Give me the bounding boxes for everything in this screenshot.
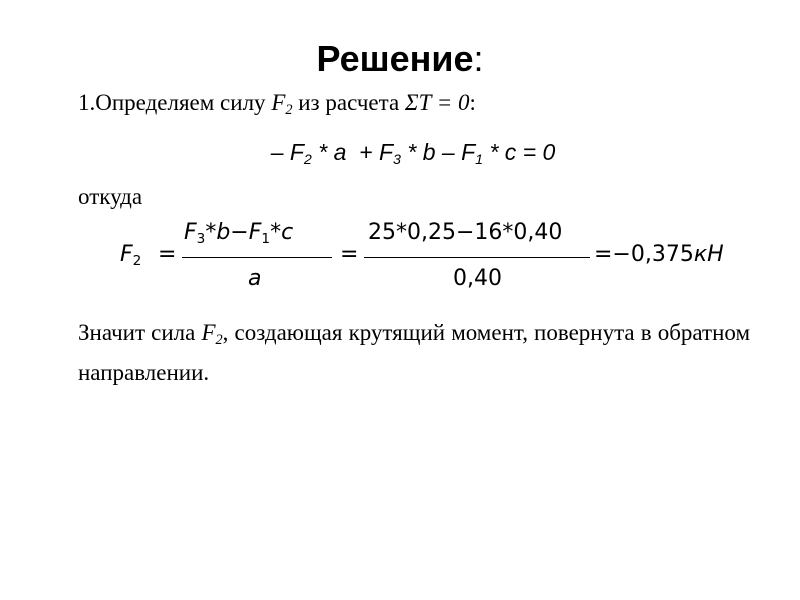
formula-result	[594, 242, 724, 267]
fraction-1-num-sub-b: 1	[261, 230, 271, 247]
step-1-force-subscript: 2	[285, 101, 293, 118]
formula-result-unit: кН	[693, 242, 724, 267]
conclusion-paragraph	[78, 313, 750, 393]
step-1-prefix: 1.Определяем силу	[78, 90, 272, 115]
equation-sub-1: 2	[303, 151, 312, 168]
moment-equation	[0, 139, 800, 166]
slide-title-text: Решение	[316, 38, 474, 79]
otkuda-text: откуда	[78, 184, 143, 209]
slide-title-colon: :	[473, 38, 484, 79]
conclusion-force-subscript: 2	[215, 331, 223, 348]
step-1-suffix: :	[469, 90, 476, 115]
fraction-1-num-part-a: F	[184, 220, 197, 245]
equation-term-4: * c = 0	[483, 139, 556, 165]
step-1-condition: ΣT = 0	[404, 90, 470, 115]
fraction-1-denominator: a	[248, 266, 262, 291]
fraction-1-num-part-b: *b−F	[205, 220, 262, 245]
conclusion-force: F	[201, 320, 216, 345]
fraction-1-num-sub-a: 3	[196, 230, 206, 247]
step-1-middle: из расчета	[292, 90, 405, 115]
fraction-2-denominator: 0,40	[453, 266, 502, 291]
formula-equals-1: =	[158, 242, 177, 267]
formula-lhs-subscript: 2	[132, 252, 142, 269]
equation-sub-2: 3	[393, 151, 401, 168]
equation-term-3: * b – F	[400, 139, 476, 165]
fraction-1-num-part-c: *c	[270, 220, 294, 245]
fraction-2-numerator: 25*0,25−16*0,40	[368, 220, 563, 245]
equation-term-1: – F	[270, 139, 304, 165]
step-1-force: F	[271, 90, 286, 115]
formula-result-value: =−0,375	[594, 242, 694, 267]
formula-lhs	[120, 242, 141, 267]
equation-sub-3: 1	[475, 151, 484, 168]
equation-term-2: * a + F	[311, 139, 394, 165]
conclusion-before: Значит сила	[78, 320, 202, 345]
fraction-1-bar	[182, 257, 332, 258]
formula-lhs-letter: F	[120, 242, 133, 267]
step-1-line	[78, 90, 476, 116]
conclusion-after: , создающая крутящий момент, повернута в обратном направлении.	[78, 320, 750, 385]
fraction-2-bar	[364, 257, 590, 258]
formula-equals-2: =	[340, 242, 359, 267]
fraction-1-numerator	[184, 220, 293, 245]
slide-title	[0, 38, 800, 80]
